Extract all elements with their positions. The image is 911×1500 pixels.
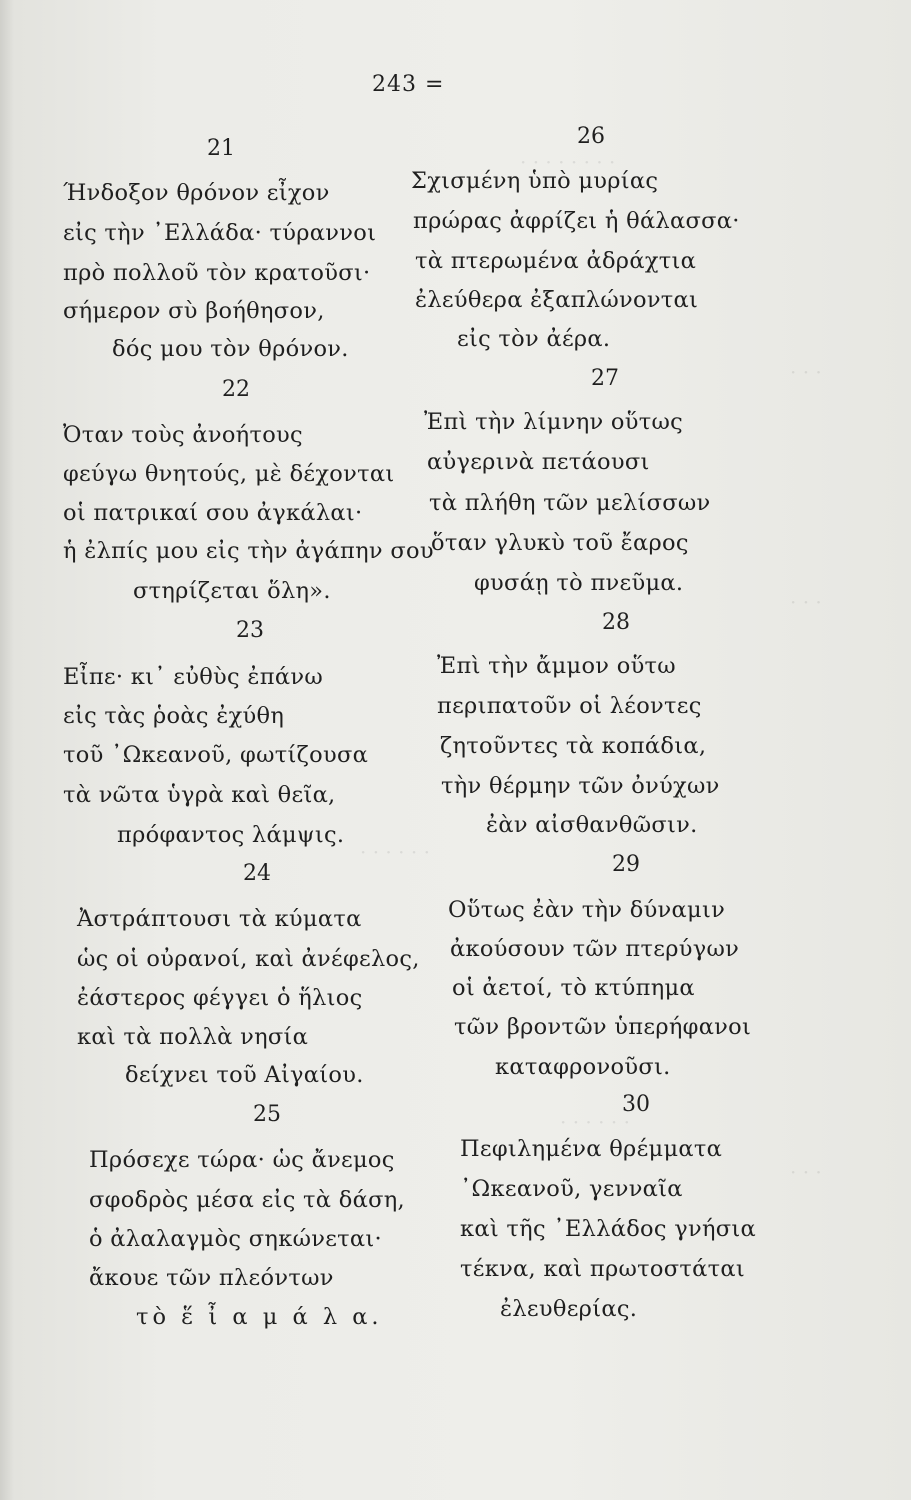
verse-line: εἰς τὴν ᾿Ελλάδα· τύραννοι <box>63 220 377 246</box>
verse-line: τέκνα, καὶ πρωτοστάται <box>460 1256 745 1282</box>
verse-line: εἰς τὰς ῥοὰς ἐχύθη <box>63 703 285 729</box>
verse-line: ἐὰν αἰσθανθῶσιν. <box>486 812 698 838</box>
verse-line: σφοδρὸς μέσα εἰς τὰ δάση, <box>89 1187 405 1213</box>
verse-line: σήμερον σὺ βοήθησον, <box>63 298 325 324</box>
verse-line: Πεφιλημένα θρέμματα <box>460 1136 723 1162</box>
verse-line: φεύγω θνητούς, μὲ δέχονται <box>63 461 395 487</box>
verse-line: καὶ τὰ πολλὰ νησία <box>77 1024 309 1050</box>
verse-line: ἡ ἐλπίς μου εἰς τὴν ἀγάπην σου <box>63 538 434 564</box>
stanza-number: 24 <box>243 861 271 886</box>
stanza-number: 28 <box>602 610 630 635</box>
verse-line: τὰ νῶτα ὑγρὰ καὶ θεῖα, <box>63 782 336 808</box>
stanza-number: 22 <box>222 377 250 402</box>
stanza-number: 25 <box>253 1102 281 1127</box>
verse-line: ἄκουε τῶν πλεόντων <box>89 1265 334 1291</box>
verse-line: οἱ πατρικαί σου ἀγκάλαι· <box>63 500 363 526</box>
verse-line: οἱ ἀετοί, τὸ κτύπημα <box>452 975 695 1001</box>
verse-line: τοῦ ᾿Ωκεανοῦ, φωτίζουσα <box>63 742 369 768</box>
verse-line: πρὸ πολλοῦ τὸν κρατοῦσι· <box>63 260 371 286</box>
verse-line: πρώρας ἀφρίζει ἡ θάλασσα· <box>413 208 740 234</box>
verse-line: Ὀταν τοὺς ἀνοήτους <box>63 422 303 448</box>
verse-line: Ἐπὶ τὴν ἄμμον οὕτω <box>437 653 676 679</box>
verse-line: Οὕτως ἐὰν τὴν δύναμιν <box>448 897 726 923</box>
verse-line: περιπατοῦν οἱ λέοντες <box>437 693 702 719</box>
stanza-number: 23 <box>236 618 264 643</box>
verse-line: ἐλευθερίας. <box>500 1296 638 1322</box>
verse-line: Ἐπὶ τὴν λίμνην οὕτως <box>424 409 684 435</box>
verse-line: Σχισμένη ὑπὸ μυρίας <box>411 168 659 194</box>
verse-line: ἐάστερος φέγγει ὁ ἥλιος <box>77 985 363 1011</box>
verse-line: πρόφαντος λάμψις. <box>117 822 345 848</box>
stanza-number: 30 <box>622 1092 650 1117</box>
verse-line: καταφρονοῦσι. <box>495 1054 671 1080</box>
page-number: 243 = <box>372 72 445 97</box>
verse-line: ὡς οἱ οὐρανοί, καὶ ἀνέφελος, <box>77 946 420 972</box>
verse-line: Ήνδοξον θρόνον εἶχον <box>63 180 330 206</box>
verse-line: ὅταν γλυκὺ τοῦ ἔαρος <box>431 530 689 556</box>
verse-line: τὰ πλήθη τῶν μελίσσων <box>429 490 711 516</box>
verse-line: φυσάῃ τὸ πνεῦμα. <box>474 570 684 596</box>
verse-line: ἀκούσουν τῶν πτερύγων <box>450 936 740 962</box>
verse-line: ἐλεύθερα ἐξαπλώνονται <box>415 287 699 313</box>
stanza-number: 26 <box>577 124 605 149</box>
verse-line: δός μου τὸν θρόνον. <box>112 336 349 362</box>
verse-line: Πρόσεχε τώρα· ὡς ἄνεμος <box>89 1147 395 1173</box>
verse-line: τὰ πτερωμένα ἀδράχτια <box>415 248 697 274</box>
verse-line: ᾿Ωκεανοῦ, γενναῖα <box>460 1176 683 1202</box>
verse-line: τὴν θέρμην τῶν ὀνύχων <box>441 773 720 799</box>
verse-line: τὸ ἕ ἶ α μ ά λ α. <box>136 1304 383 1330</box>
stanza-number: 21 <box>207 136 235 161</box>
verse-line: αὐγερινὰ πετάουσι <box>427 449 650 475</box>
verse-line: στηρίζεται ὅλη». <box>133 578 331 604</box>
stanza-number: 29 <box>612 852 640 877</box>
verse-line: Ἀστράπτουσι τὰ κύματα <box>77 906 362 932</box>
verse-line: δείχνει τοῦ Αἰγαίου. <box>125 1062 364 1088</box>
book-page: · · · · · · · · · · · · · · · · · · · · · · · · · · · · · 243 = 21 Ήνδοξον θρόνον εἶχον εἰς τὴν ᾿Ελλάδα· τύραννοι πρὸ πολλοῦ τὸν κρατοῦσι· σήμερον σὺ βοήθησον, δός μου τὸν θρόνον. 22 Ὀταν τοὺς ἀνοήτους φεύγω θνητούς, μὲ δέχονται οἱ πατρικαί σου ἀγκάλαι· ἡ ἐλπίς μου εἰς τὴν ἀγάπην σου στηρίζεται ὅλη». 23 Εἶπε· κι᾿ εὐθὺς ἐπάνω εἰς τὰς ῥοὰς ἐχύθη τοῦ ᾿Ωκεανοῦ, φωτίζουσα τὰ νῶτα ὑγρὰ καὶ θεῖα, πρόφαντος λάμψις. 24 Ἀστράπτουσι τὰ κύματα ὡς οἱ οὐρανοί, καὶ ἀνέφελος, ἐάστερος φέγγει ὁ ἥλιος καὶ τὰ πολλὰ νησία δείχνει τοῦ Αἰγαίου. 25 Πρόσεχε τώρα· ὡς ἄνεμος σφοδρὸς μέσα εἰς τὰ δάση, ὁ ἀλαλαγμὸς σηκώνεται· ἄκουε τῶν πλεόντων τὸ ἕ ἶ α μ ά λ α. 26 Σχισμένη ὑπὸ μυρίας πρώρας ἀφρίζει ἡ θάλασσα· τὰ πτερωμένα ἀδράχτια ἐλεύθερα ἐξαπλώνονται εἰς τὸν ἀέρα. 27 Ἐπὶ τὴν λίμνην οὕτως αὐγερινὰ πετάουσι τὰ πλήθη τῶν μελίσσων ὅταν γλυκὺ τοῦ ἔαρος φυσάῃ τὸ πνεῦμα. 28 Ἐπὶ τὴν ἄμμον οὕτω περιπατοῦν οἱ λέοντες ζητοῦντες τὰ κοπάδια, τὴν θέρμην τῶν ὀνύχων ἐὰν αἰσθανθῶσιν. 29 Οὕτως ἐὰν τὴν δύναμιν ἀκούσουν τῶν πτερύγων οἱ ἀετοί, τὸ κτύπημα τῶν βροντῶν ὑπερήφανοι καταφρονοῦσι. 30 Πεφιλημένα θρέμματα ᾿Ωκεανοῦ, γενναῖα καὶ τῆς ᾿Ελλάδος γνήσια τέκνα, καὶ πρωτοστάται ἐλευθερίας. <box>0 0 911 1500</box>
verse-line: τῶν βροντῶν ὑπερήφανοι <box>454 1014 752 1040</box>
verse-line: καὶ τῆς ᾿Ελλάδος γνήσια <box>460 1216 757 1242</box>
verse-line: Εἶπε· κι᾿ εὐθὺς ἐπάνω <box>63 664 323 690</box>
stanza-number: 27 <box>591 366 619 391</box>
verse-line: ζητοῦντες τὰ κοπάδια, <box>440 733 707 759</box>
verse-line: ὁ ἀλαλαγμὸς σηκώνεται· <box>89 1226 382 1252</box>
page-edge-shadow <box>0 0 14 1500</box>
verse-line: εἰς τὸν ἀέρα. <box>457 326 611 352</box>
